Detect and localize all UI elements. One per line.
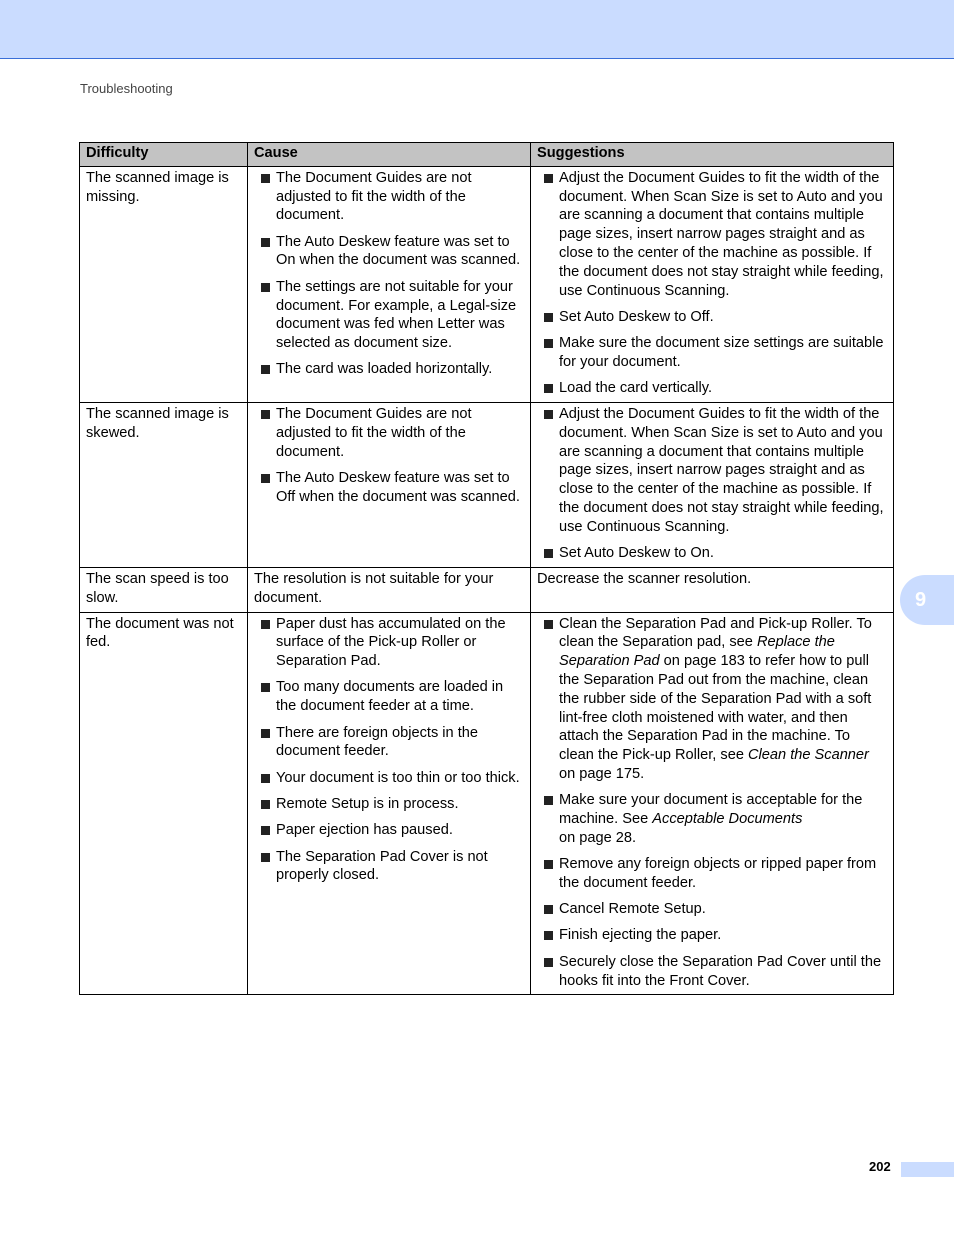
cause-cell: The resolution is not suitable for your document. <box>248 567 531 612</box>
list-item-text: Remote Setup is in process. <box>276 795 459 812</box>
list-item-text: on page 183 to refer how to pull the Separation Pad out from the machine, clean the rubber side of the Separation Pad with a soft lint-free cloth moistened with water, and then attach the Separation Pad in the machine. To clean the Pick-up Roller, see <box>559 653 872 764</box>
square-bullet-icon <box>261 800 270 809</box>
chapter-tab[interactable]: 9 <box>900 575 954 625</box>
list-item-text: on page 28. <box>559 829 637 846</box>
column-header-difficulty: Difficulty <box>80 143 248 167</box>
square-bullet-icon <box>544 796 553 805</box>
square-bullet-icon <box>544 931 553 940</box>
square-bullet-icon <box>544 620 553 629</box>
list-item <box>537 855 887 893</box>
list-item-text: Paper dust has accumulated on the surface of the Pick-up Roller or Separation Pad. <box>276 615 506 670</box>
square-bullet-icon <box>544 860 553 869</box>
table-row <box>80 403 894 568</box>
difficulty-cell: The scan speed is too slow. <box>80 567 248 612</box>
table-row <box>80 567 894 612</box>
square-bullet-icon <box>261 774 270 783</box>
square-bullet-icon <box>261 474 270 483</box>
list-item-text: Make sure your document is acceptable for the machine. See <box>559 792 863 827</box>
list-item <box>537 791 887 847</box>
list-item-text: Make sure the document size settings are suitable for your document. <box>559 335 884 370</box>
header-band <box>0 0 954 59</box>
square-bullet-icon <box>544 339 553 348</box>
cause-cell <box>248 403 531 568</box>
difficulty-cell: The document was not fed. <box>80 612 248 995</box>
list-item <box>254 795 524 814</box>
list-item <box>254 678 524 716</box>
list-item <box>254 821 524 840</box>
difficulty-cell: The scanned image is missing. <box>80 166 248 402</box>
list-item <box>254 169 524 225</box>
square-bullet-icon <box>544 313 553 322</box>
square-bullet-icon <box>261 683 270 692</box>
square-bullet-icon <box>544 384 553 393</box>
page-number-bar <box>901 1162 954 1177</box>
section-title: Troubleshooting <box>80 81 173 96</box>
table-header-row <box>80 143 894 167</box>
page-number: 202 <box>869 1159 891 1174</box>
list-item <box>254 405 524 461</box>
list-item <box>254 233 524 271</box>
cause-cell <box>248 166 531 402</box>
square-bullet-icon <box>261 238 270 247</box>
list-item <box>537 926 887 945</box>
list-item-text: The Auto Deskew feature was set to Off when the document was scanned. <box>276 469 520 505</box>
square-bullet-icon <box>544 905 553 914</box>
square-bullet-icon <box>544 958 553 967</box>
reference-link-clean-scanner[interactable]: Clean the Scanner <box>748 747 869 764</box>
list-item <box>254 769 524 788</box>
reference-link-replace-separation-pad[interactable]: Replace the Separation Pad <box>559 634 835 670</box>
list-item <box>537 169 887 301</box>
square-bullet-icon <box>261 174 270 183</box>
troubleshooting-table <box>79 142 894 995</box>
suggestion-cell: Decrease the scanner resolution. <box>531 567 894 612</box>
list-item-text: The settings are not suitable for your document. For example, a Legal-size document was fed when Letter was selected as document size. <box>276 278 517 352</box>
list-item <box>254 724 524 762</box>
list-item-text: Set Auto Deskew to Off. <box>559 308 714 325</box>
list-item-text: Adjust the Document Guides to fit the width of the document. When Scan Size is set to Auto and you are scanning a document that contains multiple page sizes, insert narrow pages straight and as close to the center of the machine as possible. If the document does not stay straight while feeding, use Continuous Scanning. <box>559 169 884 299</box>
suggestion-list <box>537 405 887 563</box>
list-item-text: on page 175. <box>559 765 645 782</box>
column-header-suggestions: Suggestions <box>531 143 894 167</box>
list-item-text: Your document is too thin or too thick. <box>276 769 520 786</box>
cause-list <box>254 615 524 886</box>
list-item <box>537 379 887 398</box>
difficulty-cell: The scanned image is skewed. <box>80 403 248 568</box>
list-item <box>254 469 524 507</box>
list-item-text: The Auto Deskew feature was set to On when the document was scanned. <box>276 233 521 269</box>
list-item <box>254 615 524 671</box>
suggestion-cell <box>531 403 894 568</box>
list-item-text: Cancel Remote Setup. <box>559 901 706 918</box>
square-bullet-icon <box>544 549 553 558</box>
list-item <box>537 308 887 327</box>
cause-list <box>254 169 524 379</box>
list-item-text: Securely close the Separation Pad Cover until the hooks fit into the Front Cover. <box>559 953 882 989</box>
list-item-text: Load the card vertically. <box>559 380 713 397</box>
list-item <box>537 615 887 784</box>
square-bullet-icon <box>544 410 553 419</box>
list-item-text: The card was loaded horizontally. <box>276 361 493 378</box>
list-item-text: Remove any foreign objects or ripped paper from the document feeder. <box>559 856 877 891</box>
list-item <box>537 544 887 563</box>
suggestion-list <box>537 615 887 991</box>
list-item-text: There are foreign objects in the document feeder. <box>276 724 478 760</box>
cause-cell <box>248 612 531 995</box>
list-item <box>254 848 524 886</box>
list-item-text: The Separation Pad Cover is not properly closed. <box>276 848 488 884</box>
list-item <box>537 900 887 919</box>
cause-list <box>254 405 524 506</box>
reference-link-acceptable-documents[interactable]: Acceptable Documents <box>652 811 803 827</box>
list-item-text: Set Auto Deskew to On. <box>559 545 714 562</box>
square-bullet-icon <box>261 410 270 419</box>
square-bullet-icon <box>261 729 270 738</box>
list-item-text: Finish ejecting the paper. <box>559 927 722 944</box>
list-item-text: Too many documents are loaded in the document feeder at a time. <box>276 679 504 715</box>
square-bullet-icon <box>261 620 270 629</box>
list-item <box>537 953 887 991</box>
square-bullet-icon <box>261 826 270 835</box>
suggestion-cell <box>531 612 894 995</box>
list-item <box>537 405 887 537</box>
list-item <box>537 334 887 372</box>
square-bullet-icon <box>261 853 270 862</box>
list-item-text: Clean the Separation Pad and Pick-up Roller. To clean the Separation pad, see <box>559 615 872 651</box>
table-row <box>80 166 894 402</box>
square-bullet-icon <box>261 283 270 292</box>
list-item-text: The Document Guides are not adjusted to fit the width of the document. <box>276 406 472 460</box>
suggestion-list <box>537 169 887 398</box>
list-item <box>254 360 524 379</box>
suggestion-cell <box>531 166 894 402</box>
square-bullet-icon <box>544 174 553 183</box>
table-row <box>80 612 894 995</box>
list-item-text: Paper ejection has paused. <box>276 822 453 839</box>
list-item-text: The Document Guides are not adjusted to fit the width of the document. <box>276 169 472 224</box>
list-item-text: Adjust the Document Guides to fit the width of the document. When Scan Size is set to Auto and you are scanning a document that contains multiple page sizes, insert narrow pages straight and as close to the center of the machine as possible. If the document does not stay straight while feeding, use Continuous Scanning. <box>559 406 884 535</box>
column-header-cause: Cause <box>248 143 531 167</box>
list-item <box>254 278 524 353</box>
square-bullet-icon <box>261 365 270 374</box>
